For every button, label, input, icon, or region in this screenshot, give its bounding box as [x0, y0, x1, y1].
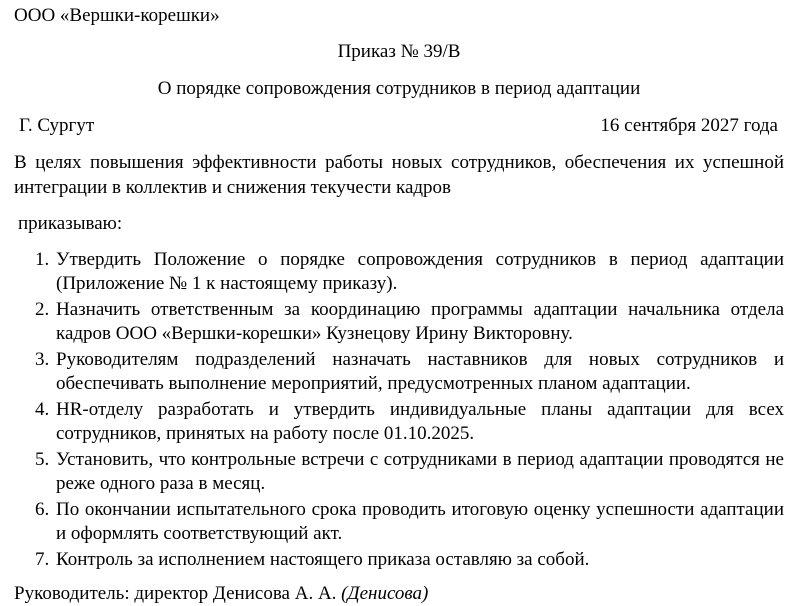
list-item: [14, 398, 784, 446]
item-text: Контроль за исполнением настоящего приказа оставляю за собой.: [56, 549, 590, 570]
item-number: 2.: [35, 299, 50, 320]
item-text: Установить, что контрольные встречи с сотрудниками в период адаптации проводятся не реже одного раза в месяц.: [56, 449, 784, 494]
preamble-text: В целях повышения эффективности работы новых сотрудников, обеспечения их успешной интеграции в коллектив и снижения текучести кадров: [14, 152, 784, 198]
signature-handwritten: (Денисова): [341, 583, 429, 604]
item-text: Назначить ответственным за координацию программы адаптации начальника отдела кадров ООО «Вершки-корешки» Кузнецову Ирину Викторовну.: [56, 299, 784, 344]
item-number: 1.: [35, 249, 50, 270]
item-number: 3.: [35, 349, 50, 370]
order-title: Приказ № 39/В: [337, 41, 461, 62]
signature-line: [14, 582, 784, 606]
organization-name: ООО «Вершки-корешки»: [14, 5, 220, 26]
item-text: Утвердить Положение о порядке сопровождения сотрудников в период адаптации (Приложение № 1 к настоящему приказу).: [56, 249, 784, 294]
item-text: Руководителям подразделений назначать наставников для новых сотрудников и обеспечивать выполнение мероприятий, предусмотренных планом адаптации.: [56, 349, 784, 394]
item-number: 4.: [35, 399, 50, 420]
document-page: [14, 4, 784, 606]
list-item: [14, 348, 784, 396]
item-text: По окончании испытательного срока проводить итоговую оценку успешности адаптации и оформлять соответствующий акт.: [56, 499, 784, 544]
order-word: приказываю:: [18, 213, 123, 234]
signature-label: Руководитель: директор Денисова А. А.: [14, 583, 337, 604]
list-item: [14, 498, 784, 546]
order-date: 16 сентября 2027 года: [600, 115, 778, 136]
list-item: [14, 548, 784, 572]
list-item: [14, 248, 784, 296]
item-text: HR-отделу разработать и утвердить индивидуальные планы адаптации для всех сотрудников, принятых на работу после 01.10.2025.: [56, 399, 784, 444]
order-subject: О порядке сопровождения сотрудников в период адаптации: [157, 78, 641, 99]
item-number: 6.: [35, 499, 50, 520]
list-item: [14, 298, 784, 346]
list-item: [14, 448, 784, 496]
order-items-list: [14, 248, 784, 572]
order-place: Г. Сургут: [19, 115, 95, 136]
place-date-row: [14, 114, 784, 138]
item-number: 7.: [35, 549, 50, 570]
item-number: 5.: [35, 449, 50, 470]
